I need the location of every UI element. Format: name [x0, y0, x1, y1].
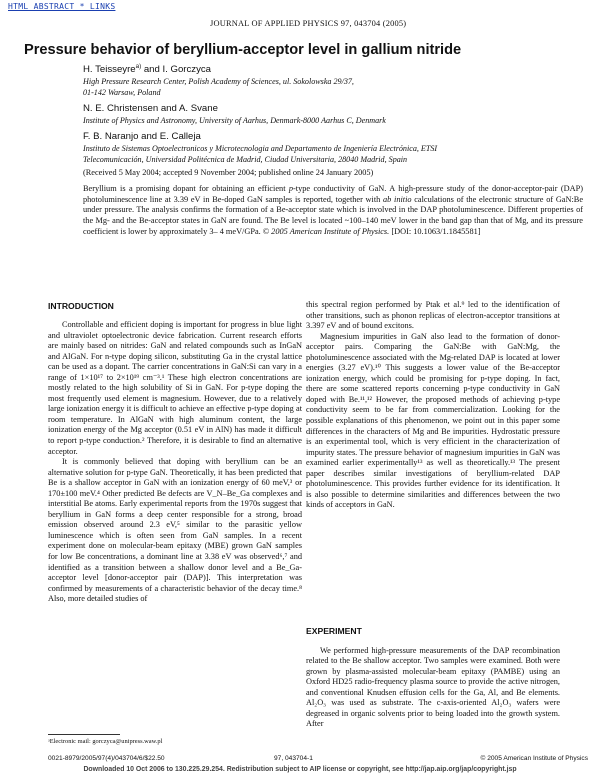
paragraph: Magnesium impurities in GaN also lead to the formation of donor-acceptor pairs. Comparing the GaN:Be with GaN:Mg, the photoluminescence associated with the Mg-related DAP is located at lower energies (3.27 eV).¹⁰ This suggests a lower value of the Be-acceptor ionization energy, which could be promising for p-type doping. In fact, there are some scattered reports concerning p-type conductivity in GaN doped with Be.¹¹,¹² However, the proposed methods of achieving p-type conductivity seem to be far from commercialization. Looking for the possible explanations of this phenomenon, we point out in this paper some differences in the characters of Mg and Be impurities. Hydrostatic pressure is an experimental tool, which is very efficient in the characterization of impurity states. The pressure behavior of magnesium impurities in GaN was examined earlier experimentally¹³ as well as theoretically.¹³ The present paper describes similar investigations of beryllium-related DAP photoluminescence. This provides further evidence for its identification. It is also possible to determine similarities and differences between the two kinds of acceptors in GaN.	[306, 331, 560, 510]
affiliation-line: 01-142 Warsaw, Poland	[83, 87, 161, 97]
affiliation-line: Institute of Physics and Astronomy, University of Aarhus, Denmark-8000 Aarhus C, Denmark	[83, 116, 386, 125]
affiliation	[83, 144, 588, 165]
introduction-continued	[306, 300, 560, 511]
left-column	[48, 301, 302, 604]
footnote: ᵃElectronic mail: gorczyca@unipress.waw.pl	[48, 738, 163, 745]
footnote-rule	[48, 734, 120, 735]
author-line-1	[83, 64, 583, 75]
author-line-2	[83, 103, 583, 114]
page-footer	[48, 755, 588, 765]
author-names: F. B. Naranjo and E. Calleja	[83, 131, 201, 142]
paragraph: this spectral region performed by Ptak et al.⁹ led to the identification of other transitions, such as phonon replicas of electron-acceptor transitions at 3.397 eV and of bound excitons.	[306, 300, 560, 331]
copyright-text: © 2005 American Institute of Physics.	[262, 226, 390, 236]
abstract-text: p	[288, 184, 294, 193]
author-line-3	[83, 131, 583, 142]
abstract	[83, 184, 583, 237]
introduction-body	[48, 320, 302, 605]
author-names: N. E. Christensen and A. Svane	[83, 103, 218, 114]
footer-issn: 0021-8979/2005/97(4)/043704/6/$22.50	[48, 755, 165, 762]
abstract-text: -type conductivity of GaN. A high-pressure study of the donor-acceptor-pair (DAP) photoluminescence line at 3.39 eV in Be-doped GaN samples is reported, together with	[83, 184, 583, 204]
paragraph: Controllable and efficient doping is important for progress in blue light and ultraviolet optoelectronic device fabrication. Current research efforts are mainly based on nitrides: GaN and related compounds such as InGaN and AlGaN. For n-type doping silicon, substituting Ga in the crystal lattice can be used as a dopant. The carrier concentrations in GaN:Si can vary in a range of 1×10¹⁷ to 2×10¹⁹ cm⁻³.¹ These high electron concentrations are mostly related to the high solubility of Si in GaN. For p-type doping the most frequently used element is magnesium. However, due to a relatively large ionization energy it is difficult to achieve an effective p-type doping at room temperature. In AlGaN with high aluminum content, the large ionization energy of the Mg acceptor (0.51 eV in AlN) has made it difficult to report p-type conduction.² Therefore, it is desirable to find an alternative acceptor.	[48, 320, 302, 456]
affiliation-line: High Pressure Research Center, Polish Academy of Sciences, ul. Sokolowska 29/37,	[83, 77, 354, 86]
affiliation	[83, 116, 588, 127]
paragraph: We performed high-pressure measurements of the DAP recombination related to the Be shallow acceptor. Two samples were examined. Both were grown by plasma-assisted molecular-beam epitaxy (PAMBE) using an Oxford HD25 radio-frequency plasma source to provide the active nitrogen, and conventional Knudsen effusion cells for the Ga, Al, and Be elements. Al₂O₃ was used as substrate. The c-axis-oriented Al₂O₃ wafers were degreased in organic solvents prior to being loaded into the growth system. After	[306, 645, 560, 729]
abstract-text: Beryllium is a promising dopant for obtaining an efficient	[83, 184, 289, 193]
affiliation	[83, 77, 588, 98]
affiliation-line: Instituto de Sistemas Optoelectronicos y Microtecnologia and Departamento de Ingeniería Electrónica, ETSI	[83, 144, 438, 153]
paragraph: It is commonly believed that doping with beryllium can be an alternative solution for p-type GaN. Theoretically, it has been predicted that Be is a shallow acceptor in GaN with an ionization energy of 60 meV,³ or 170±100 meV.⁴ Other predicted Be defects are V_N–Be_Ga complexes and interstitial Be atoms. Early experimental reports from the 1970s suggest that beryllium in GaN forms a deep center responsible for a strong, broad emission observed around 2.3 eV,⁵ similar to the parasitic yellow luminescence which is often seen from GaN samples. In a recent experiment done on molecular-beam epitaxy (MBE) grown GaN samples for low Be concentrations, a dominant line at 3.38 eV was observed⁶,⁷ and identified as a transition between a shallow donor level and a Be_Ga-acceptor level [donor-acceptor pair (DAP)]. This interpretation was confirmed by measurements of a characteristic behavior of the decay time.⁸ Also, more detailed studies of	[48, 457, 302, 604]
experiment-section	[306, 626, 560, 730]
abstract-text: calculations of the electronic structure of GaN:Be under pressure. The analysis confirms the formation of a Be-acceptor state which is involved in the DAP photoluminescence. Different properties of the Mg- and the Be-acceptor states in GaN are found. The Be level is located ~100–140 meV lower in the band gap than that of Mg, and its pressure coefficient is lower by approximately 3– 4 meV/GPa.	[83, 194, 584, 236]
html-abstract-links[interactable]: HTML ABSTRACT * LINKS	[8, 2, 116, 11]
footnote-marker: a)	[135, 62, 142, 70]
section-heading-introduction: INTRODUCTION	[48, 301, 114, 311]
section-heading-experiment: EXPERIMENT	[306, 626, 362, 636]
received-dates: (Received 5 May 2004; accepted 9 November 2004; published online 24 January 2005)	[83, 168, 374, 177]
footer-copyright: © 2005 American Institute of Physics	[480, 755, 588, 762]
doi-text: [DOI: 10.1063/1.1845581]	[389, 226, 481, 236]
author-names: H. Teisseyre	[83, 64, 136, 75]
footer-page-number: 97, 043704-1	[274, 755, 313, 762]
journal-header: JOURNAL OF APPLIED PHYSICS 97, 043704 (2005)	[210, 19, 407, 28]
abstract-text: ab initio	[383, 194, 412, 204]
download-notice: Downloaded 10 Oct 2006 to 130.225.29.254. Redistribution subject to AIP license or copyright, see http://jap.aip.org/jap/copyright.jsp	[83, 766, 517, 773]
affiliation-line: Telecomunicación, Universidad Politécnica de Madrid, Ciudad Universitaria, 28040 Madrid, Spain	[83, 154, 408, 164]
page-title: Pressure behavior of beryllium-acceptor level in gallium nitride	[24, 42, 462, 58]
author-names: and I. Gorczyca	[141, 64, 212, 75]
